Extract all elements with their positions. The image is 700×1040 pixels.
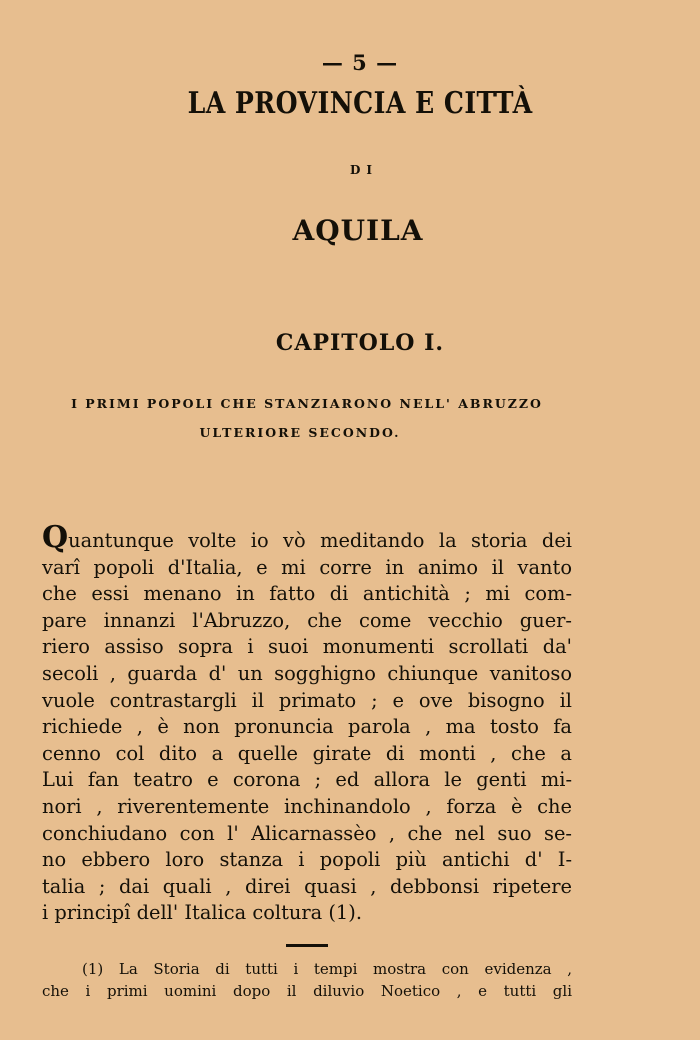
body-line: talia ; dai quali , direi quasi , debbonsi ripetere (42, 874, 572, 898)
chapter-title: CAPITOLO I. (275, 330, 445, 356)
body-paragraph (42, 520, 572, 927)
body-line: nori , riverentemente inchinandolo , forza è che (42, 794, 572, 818)
chapter-subtitle-line-2: ULTERIORE SECONDO. (199, 425, 401, 440)
book-title-di: DI (349, 163, 379, 177)
body-line: richiede , è non pronuncia parola , ma tosto fa (42, 715, 572, 739)
footnote-line-1: (1) La Storia di tutti i tempi mostra con evidenza , (82, 960, 572, 978)
book-title-city: AQUILA (292, 214, 424, 247)
body-line: Quantunque volte io vò meditando la storia dei (42, 520, 572, 555)
body-line: conchiudano con l' Alicarnassèo , che nel suo se- (42, 821, 572, 845)
body-line: vuole contrastargli il primato ; e ove bisogno il (42, 688, 572, 712)
body-line: riero assiso sopra i suoi monumenti scrollati da' (42, 635, 572, 659)
footnote (42, 958, 572, 1002)
page-number: — 5 — (321, 50, 399, 75)
body-line: pare innanzi l'Abruzzo, che come vecchio guer- (42, 608, 572, 632)
body-line: secoli , guarda d' un sogghigno chiunque vanitoso (42, 661, 572, 685)
book-title: LA PROVINCIA E CITTÀ (187, 86, 533, 121)
body-line: varî popoli d'Italia, e mi corre in animo il vanto (42, 555, 572, 579)
body-line: che essi menano in fatto di antichità ; mi com- (42, 582, 572, 606)
body-line: cenno col dito a quelle girate di monti , che a (42, 741, 572, 765)
body-line: i principî dell' Italica coltura (1). (42, 901, 363, 925)
chapter-subtitle-line-1: I PRIMI POPOLI CHE STANZIARONO NELL' ABRUZZO (71, 396, 543, 411)
footnote-line-2: che i primi uomini dopo il diluvio Noetico , e tutti gli (42, 982, 572, 1000)
body-line: no ebbero loro stanza i popoli più antichi d' I- (42, 848, 572, 872)
body-line: Lui fan teatro e corona ; ed allora le genti mi- (42, 768, 572, 792)
footnote-rule (286, 944, 328, 947)
drop-cap: Q (42, 520, 69, 555)
